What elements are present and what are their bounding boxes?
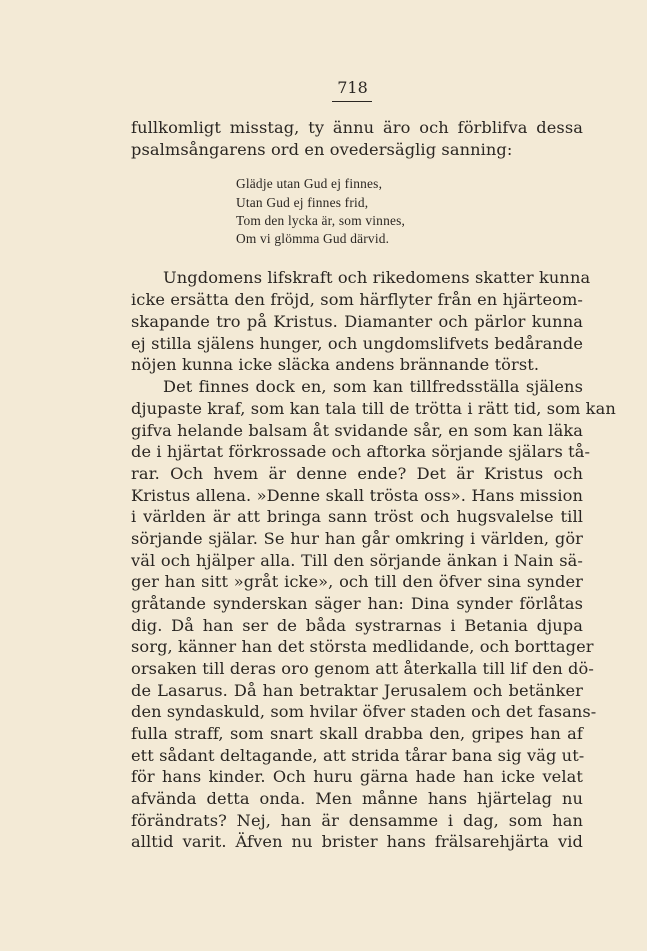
text-line: afvända detta onda. Men månne hans hjärtelag nu	[131, 789, 583, 808]
text-line: de Lasarus. Då han betraktar Jerusalem och betänker	[131, 681, 583, 700]
text-line: i världen är att bringa sann tröst och hugsvalelse till	[131, 507, 583, 526]
text-line: Kristus allena. »Denne skall trösta oss». Hans mission	[131, 486, 583, 505]
text-line: ej stilla själens hunger, och ungdomslifvets bedårande	[131, 334, 583, 353]
text-line: fullkomligt misstag, ty ännu äro och förblifva dessa	[131, 118, 583, 137]
verse-line: Om vi glömma Gud därvid.	[236, 231, 390, 246]
text-line: sörjande själar. Se hur han går omkring i världen, gör	[131, 529, 583, 548]
verse-line: Glädje utan Gud ej finnes,	[236, 176, 383, 191]
text-line: rar. Och hvem är denne ende? Det är Kristus och	[131, 464, 583, 483]
text-line: fulla straff, som snart skall drabba den, gripes han af	[131, 724, 583, 743]
text-line: Ungdomens lifskraft och rikedomens skatter kunna	[163, 268, 591, 287]
text-line: djupaste kraf, som kan tala till de trötta i rätt tid, som kan	[131, 399, 616, 418]
text-line: icke ersätta den fröjd, som härflyter från en hjärteom-	[131, 290, 583, 309]
text-line: gråtande synderskan säger han: Dina synder förlåtas	[131, 594, 583, 613]
text-line: psalmsångarens ord en ovedersäglig sanning:	[131, 140, 513, 159]
text-line: skapande tro på Kristus. Diamanter och pärlor kunna	[131, 312, 583, 331]
page-number-rule	[332, 101, 372, 102]
text-line: för hans kinder. Och huru gärna hade han icke velat	[131, 767, 583, 786]
text-line: alltid varit. Äfven nu brister hans frälsarehjärta vid	[131, 832, 583, 851]
text-line: orsaken till deras oro genom att återkalla till lif den dö-	[131, 659, 594, 678]
text-line: Det finnes dock en, som kan tillfredsställa själens	[163, 377, 583, 396]
text-line: ger han sitt »gråt icke», och till den öfver sina synder	[131, 572, 583, 591]
text-line: förändrats? Nej, han är densamme i dag, som han	[131, 811, 583, 830]
page-number: 718	[337, 78, 368, 97]
text-line: dig. Då han ser de båda systrarnas i Betania djupa	[131, 616, 583, 635]
text-line: nöjen kunna icke släcka andens brännande törst.	[131, 355, 540, 374]
text-line: den syndaskuld, som hvilar öfver staden och det fasans-	[131, 702, 597, 721]
text-line: väl och hjälper alla. Till den sörjande änkan i Nain sä-	[131, 551, 583, 570]
text-line: de i hjärtat förkrossade och aftorka sörjande själars tå-	[131, 442, 591, 461]
text-line: ett sådant deltagande, att strida tårar bana sig väg ut-	[131, 746, 585, 765]
verse-line: Tom den lycka är, som vinnes,	[236, 213, 406, 228]
text-line: sorg, känner han det största medlidande, och borttager	[131, 637, 594, 656]
text-line: gifva helande balsam åt svidande sår, en som kan läka	[131, 421, 583, 440]
verse-line: Utan Gud ej finnes frid,	[236, 195, 369, 210]
